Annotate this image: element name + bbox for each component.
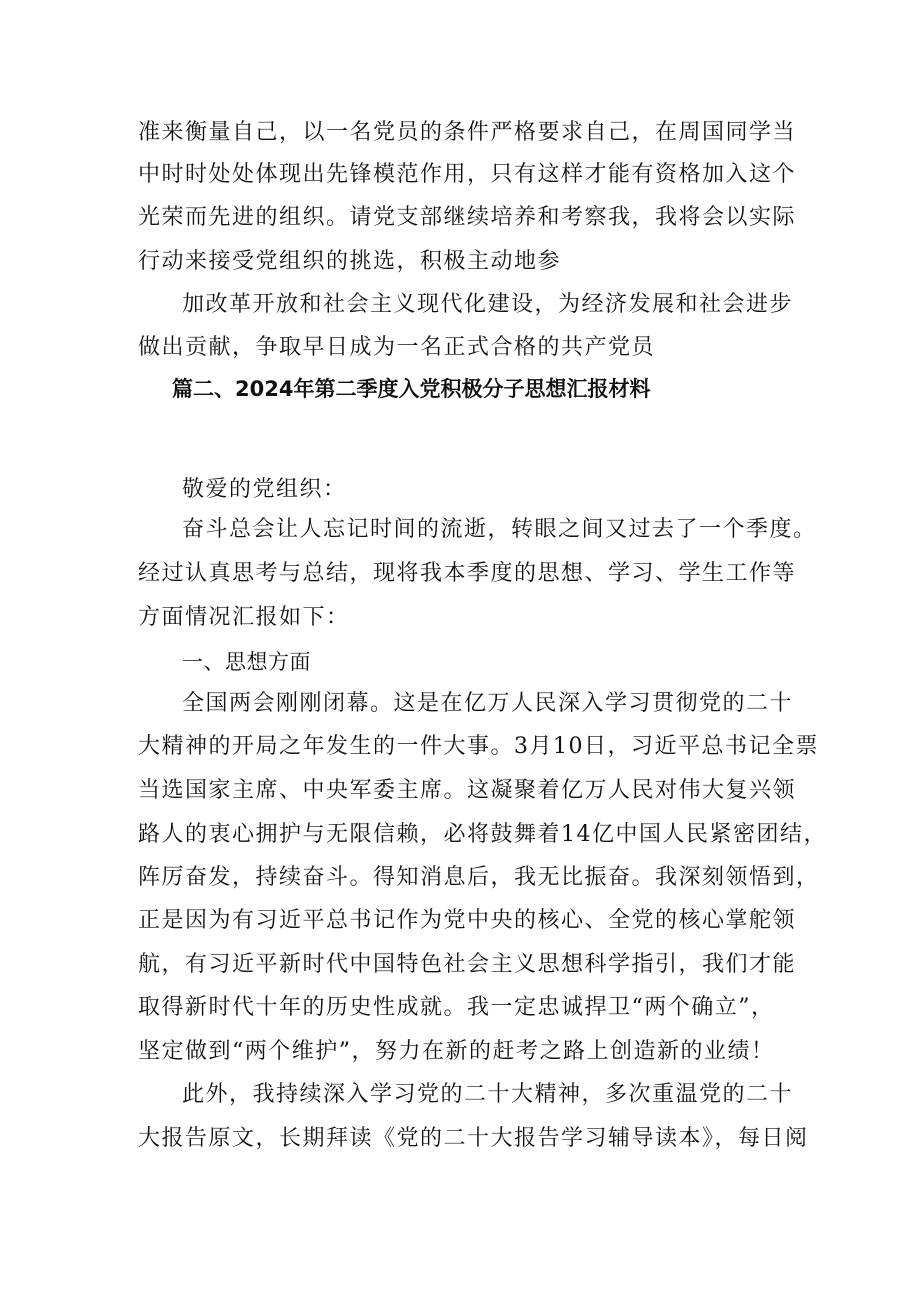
text-line: 方面情况汇报如下： bbox=[138, 605, 350, 630]
text-line: 经过认真思考与总结，现将我本季度的思想、学习、学生工作等 bbox=[138, 561, 797, 586]
text-line: 准来衡量自己，以一名党员的条件严格要求自己，在周国同学当 bbox=[138, 120, 797, 145]
salutation: 敬爱的党组织： bbox=[182, 477, 347, 502]
text-line: 当选国家主席、中央军委主席。这凝聚着亿万人民对伟大复兴领 bbox=[138, 778, 797, 803]
text-line: 行动来接受党组织的挑选，积极主动地参 bbox=[138, 249, 562, 274]
text-line: 奋斗总会让人忘记时间的流逝，转眼之间又过去了一个季度。 bbox=[182, 517, 817, 542]
text-line: 大精神的开局之年发生的一件大事。3月10日，习近平总书记全票 bbox=[138, 734, 819, 759]
subheading: 一、思想方面 bbox=[182, 650, 311, 674]
text-line: 全国两会刚刚闭幕。这是在亿万人民深入学习贯彻党的二十 bbox=[182, 691, 794, 716]
text-line: 取得新时代十年的历史性成就。我一定忠诚捍卫“两个确立”， bbox=[138, 995, 775, 1020]
section-title: 篇二、2024年第二季度入党积极分子思想汇报材料 bbox=[172, 377, 651, 401]
text-line: 航，有习近平新时代中国特色社会主义思想科学指引，我们才能 bbox=[138, 952, 797, 977]
text-line: 正是因为有习近平总书记作为党中央的核心、全党的核心掌舵领 bbox=[138, 908, 797, 933]
text-line: 加改革开放和社会主义现代化建设，为经济发展和社会进步 bbox=[182, 292, 794, 317]
text-line: 做出贡献，争取早日成为一名正式合格的共产党员 bbox=[138, 335, 656, 360]
text-line: 大报告原文，长期拜读《党的二十大报告学习辅导读本》，每日阅 bbox=[138, 1126, 809, 1151]
text-line: 路人的衷心拥护与无限信赖，必将鼓舞着14亿中国人民紧密团结， bbox=[138, 822, 827, 847]
text-line: 阵厉奋发，持续奋斗。得知消息后，我无比振奋。我深刻领悟到， bbox=[138, 865, 820, 890]
text-line: 此外，我持续深入学习党的二十大精神，多次重温党的二十 bbox=[182, 1082, 794, 1107]
text-line: 坚定做到“两个维护”，努力在新的赶考之路上创造新的业绩！ bbox=[138, 1039, 775, 1064]
text-line: 光荣而先进的组织。请党支部继续培养和考察我，我将会以实际 bbox=[138, 205, 797, 230]
text-line: 中时时处处体现出先锋模范作用，只有这样才能有资格加入这个 bbox=[138, 162, 797, 187]
